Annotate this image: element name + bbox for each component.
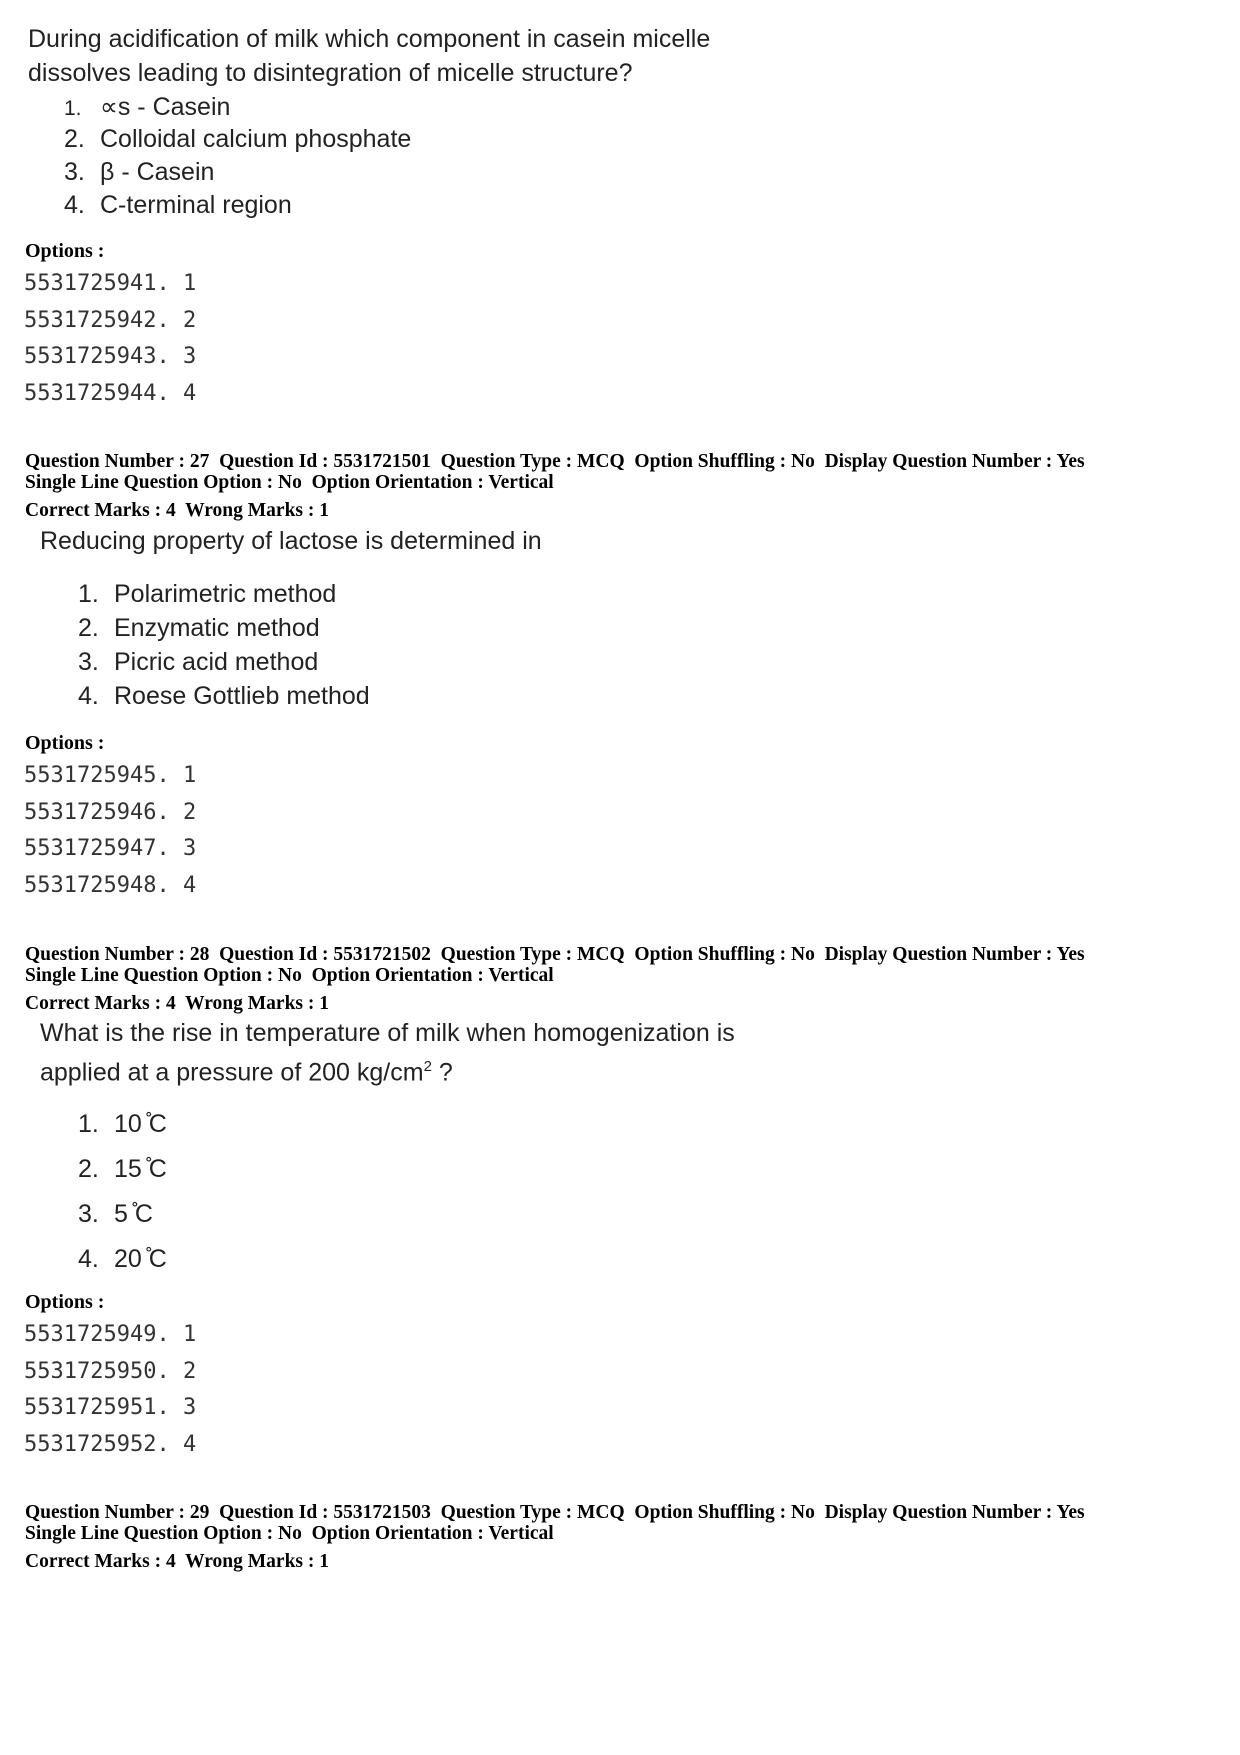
question-choices	[78, 580, 370, 716]
question-text-line: dissolves leading to disintegration of micelle structure?	[28, 59, 633, 87]
option-item: 5531725947. 3	[24, 836, 197, 861]
question-text-line: During acidification of milk which component in casein micelle	[28, 25, 711, 53]
option-item: 5531725949. 1	[24, 1322, 197, 1347]
choice-item: 2. Enzymatic method	[78, 614, 320, 642]
option-item: 5531725943. 3	[24, 344, 197, 369]
question-marks: Correct Marks : 4 Wrong Marks : 1	[25, 1551, 330, 1572]
options-list	[24, 266, 196, 412]
question-choices	[78, 1110, 167, 1290]
options-list	[24, 1317, 196, 1463]
choice-item: 4. 20 ̊C	[78, 1245, 167, 1273]
choice-item: 2. 15 ̊C	[78, 1155, 167, 1183]
options-label: Options :	[25, 732, 105, 754]
question-marks: Correct Marks : 4 Wrong Marks : 1	[25, 500, 330, 521]
question-text-line: Reducing property of lactose is determined in	[40, 527, 542, 555]
question-text-line: What is the rise in temperature of milk when homogenization is	[40, 1019, 735, 1047]
option-item: 5531725941. 1	[24, 271, 197, 296]
choice-item: 3. Picric acid method	[78, 648, 319, 676]
question-choices	[64, 92, 411, 224]
question-meta: Question Number : 29 Question Id : 5531721503 Question Type : MCQ Option Shuffling : No Display Question Number : Yes	[25, 1502, 1085, 1523]
options-list	[24, 758, 196, 904]
option-item: 5531725950. 2	[24, 1358, 197, 1384]
option-item: 5531725945. 1	[24, 763, 197, 788]
option-item: 5531725946. 2	[24, 799, 197, 825]
choice-item: 4. C-terminal region	[64, 191, 292, 219]
question-meta: Single Line Question Option : No Option Orientation : Vertical	[25, 965, 554, 986]
question-meta: Single Line Question Option : No Option Orientation : Vertical	[25, 472, 554, 493]
choice-item: 3. 5 ̊C	[78, 1200, 153, 1228]
choice-item: 1. 10 ̊C	[78, 1110, 167, 1138]
question-meta: Question Number : 28 Question Id : 5531721502 Question Type : MCQ Option Shuffling : No Display Question Number : Yes	[25, 944, 1085, 965]
question-text-line: applied at a pressure of 200 $kg/cm^2$ ?	[40, 1058, 453, 1087]
choice-item: 4. Roese Gottlieb method	[78, 682, 370, 710]
choice-item: 2. Colloidal calcium phosphate	[64, 125, 412, 153]
options-label: Options :	[25, 240, 105, 262]
option-item: 5531725951. 3	[24, 1395, 197, 1420]
choice-item: 1. ∝s - Casein	[64, 93, 231, 121]
choice-item: 3. β - Casein	[64, 158, 215, 186]
question-meta: Single Line Question Option : No Option Orientation : Vertical	[25, 1523, 554, 1544]
option-item: 5531725952. 4	[24, 1431, 197, 1457]
choice-item: 1. Polarimetric method	[78, 580, 337, 608]
option-item: 5531725944. 4	[24, 380, 197, 406]
option-item: 5531725948. 4	[24, 872, 197, 898]
question-marks: Correct Marks : 4 Wrong Marks : 1	[25, 993, 330, 1014]
options-label: Options :	[25, 1291, 105, 1313]
option-item: 5531725942. 2	[24, 307, 197, 333]
question-meta: Question Number : 27 Question Id : 5531721501 Question Type : MCQ Option Shuffling : No Display Question Number : Yes	[25, 451, 1085, 472]
